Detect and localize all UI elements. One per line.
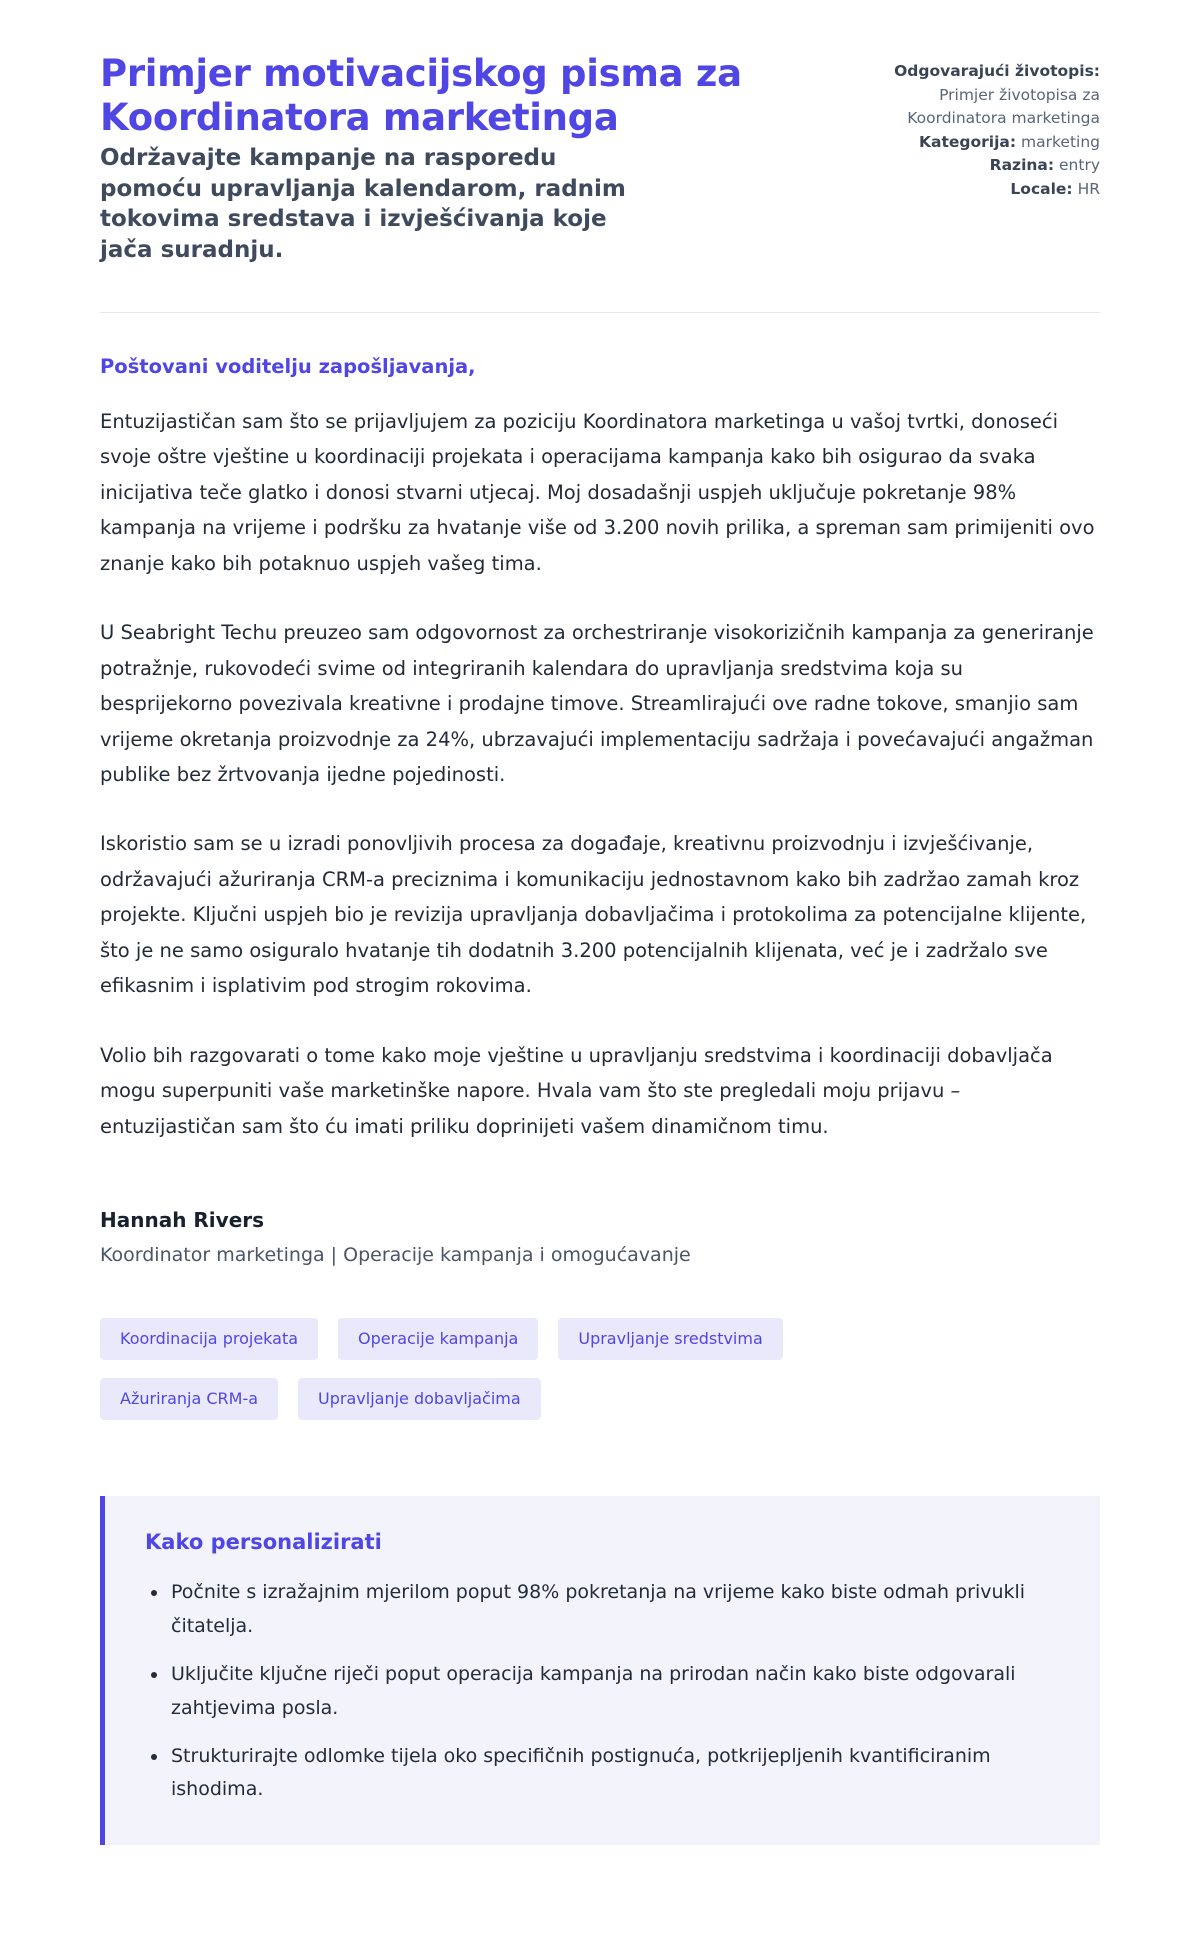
- meta-category: [870, 131, 1100, 155]
- tag-chip[interactable]: Koordinacija projekata: [100, 1318, 318, 1360]
- personalization-callout: [100, 1496, 1100, 1845]
- tag-chip[interactable]: Ažuriranja CRM-a: [100, 1378, 278, 1420]
- signature-role: Koordinator marketinga | Operacije kampanja i omogućavanje: [100, 1244, 691, 1267]
- letter-paragraph: Entuzijastičan sam što se prijavljujem za poziciju Koordinatora marketinga u vašoj tvrtki, donoseći svoje oštre vještine u koordinaciji projekata i operacijama kampanja kako bih osigurao da svaka inicijativa teče glatko i donosi stvarni utjecaj. Moj dosadašnji uspjeh uključuje pokretanje 98% kampanja na vrijeme i podršku za hvatanje više od 3.200 novih prilika, a spreman sam primijeniti ovo znanje kako bih potaknuo uspjeh vašeg tima.: [100, 409, 1095, 575]
- callout-list-item: Uključite ključne riječi poput operacija kampanja na prirodan način kako biste odgovarali zahtjevima posla.: [171, 1658, 1060, 1726]
- signature-name: Hannah Rivers: [100, 1208, 265, 1233]
- letter-paragraph: Volio bih razgovarati o tome kako moje vještine u upravljanju sredstvima i koordinaciji dobavljača mogu superpuniti vaše marketinške napore. Hvala vam što ste pregledali moju prijavu – entuzijastičan sam što ću imati priliku doprinijeti vašem dinamičnom timu.: [100, 1043, 1053, 1138]
- callout-list: [145, 1576, 1060, 1807]
- callout-list-item: Počnite s izražajnim mjerilom poput 98% pokretanja na vrijeme kako biste odmah privukli čitatelja.: [171, 1576, 1060, 1644]
- header-title-block: [100, 52, 800, 266]
- meta-level-label: Razina:: [989, 156, 1055, 175]
- meta-locale-value: HR: [1077, 179, 1100, 198]
- meta-level-value: entry: [1059, 156, 1100, 175]
- meta-resume-label: [870, 60, 1100, 84]
- meta-locale-label: Locale:: [1010, 179, 1073, 198]
- meta-level: [870, 154, 1100, 178]
- meta-resume-value-text: Primjer životopisa za Koordinatora marketinga: [907, 85, 1100, 128]
- meta-locale: [870, 178, 1100, 202]
- page-title: Primjer motivacijskog pisma za Koordinatora marketinga: [100, 52, 742, 139]
- header-metadata: [870, 52, 1100, 201]
- letter-paragraph: Iskoristio sam se u izradi ponovljivih procesa za događaje, kreativnu proizvodnju i izvješćivanje, održavajući ažuriranja CRM-a preciznima i komunikaciju jednostavnom kako bih zadržao zamah kroz projekte. Ključni uspjeh bio je revizija upravljanja dobavljačima i protokolima za potencijalne klijente, što je ne samo osiguralo hvatanje tih dodatnih 3.200 potencijalnih klijenata, već je i zadržalo sve efikasnim i isplativim pod strogim rokovima.: [100, 832, 1087, 998]
- page-header: [100, 52, 1100, 266]
- meta-resume-label-text: Odgovarajući životopis:: [894, 62, 1100, 80]
- meta-category-value: marketing: [1021, 132, 1100, 151]
- letter-paragraph: U Seabright Techu preuzeo sam odgovornost za orchestriranje visokorizičnih kampanja za generiranje potražnje, rukovodeći svime od integriranih kalendara do upravljanja sredstvima koja su besprijekorno povezivala kreativne i prodajne timove. Streamlirajući ove radne tokove, smanjio sam vrijeme okretanja proizvodnje za 24%, ubrzavajući implementaciju sadržaja i povećavajući angažman publike bez žrtvovanja ijedne pojedinosti.: [100, 621, 1094, 786]
- page-subtitle: Održavajte kampanje na rasporedu pomoću upravljanja kalendarom, radnim tokovima sredstava i izvješćivanja koje jača suradnju.: [100, 145, 626, 264]
- tag-chip[interactable]: Operacije kampanja: [338, 1318, 538, 1360]
- letter-body: [100, 313, 1100, 1145]
- tag-chip[interactable]: Upravljanje sredstvima: [558, 1318, 782, 1360]
- tag-chip[interactable]: Upravljanje dobavljačima: [298, 1378, 541, 1420]
- signature-block: [100, 1208, 1100, 1266]
- callout-title: Kako personalizirati: [145, 1530, 382, 1555]
- meta-resume-value: [870, 84, 1100, 131]
- callout-list-item: Strukturirajte odlomke tijela oko specifičnih postignuća, potkrijepljenih kvantificiranim ishodima.: [171, 1740, 1060, 1808]
- tag-list: [100, 1318, 980, 1420]
- letter-salutation: Poštovani voditelju zapošljavanja,: [100, 354, 476, 378]
- meta-category-label: Kategorija:: [919, 132, 1017, 151]
